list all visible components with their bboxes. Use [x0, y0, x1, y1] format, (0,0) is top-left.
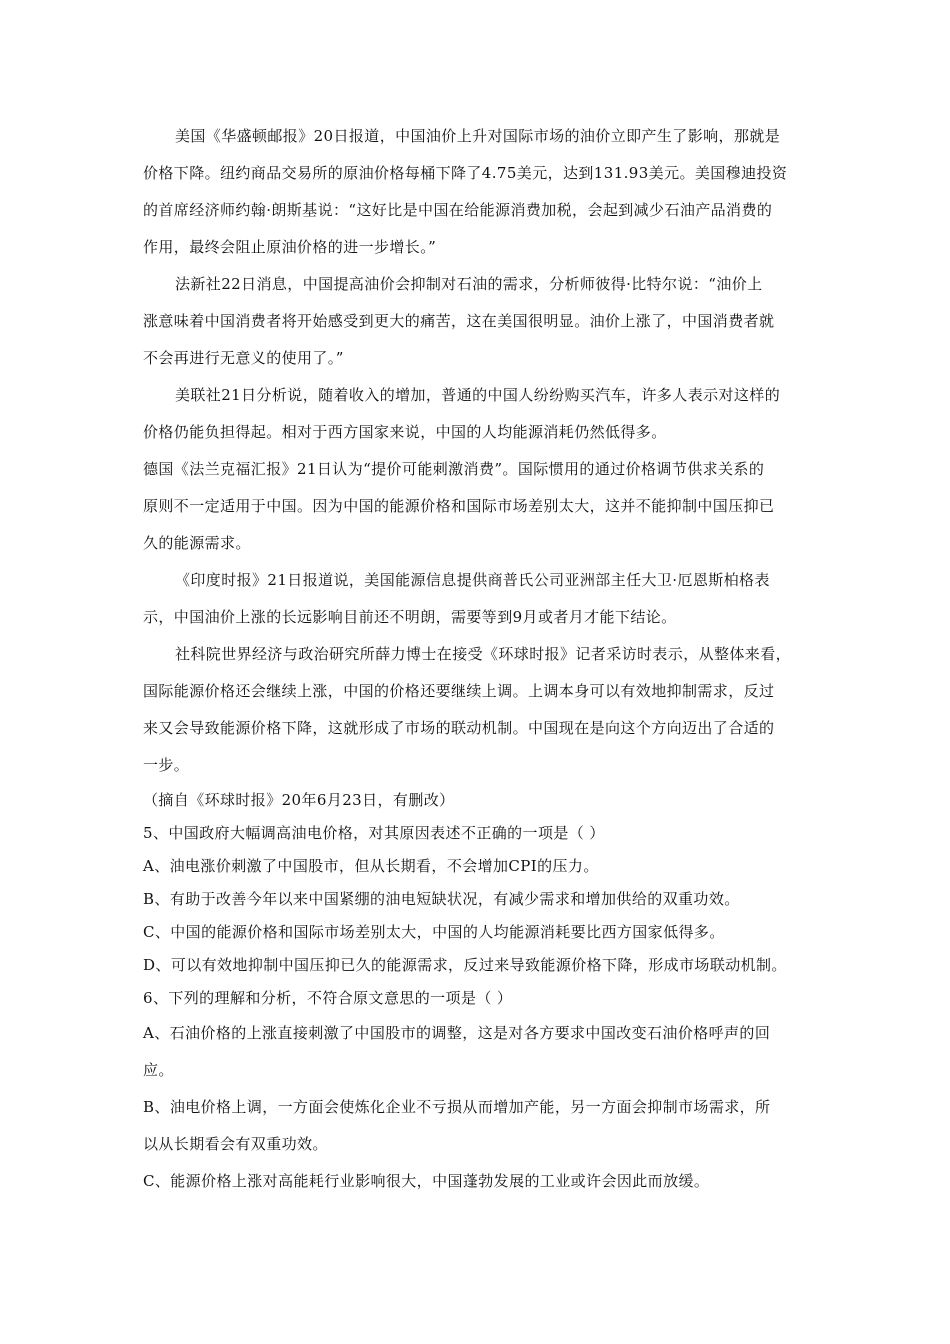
question-stem: 6、下列的理解和分析，不符合原文意思的一项是（ ） [143, 989, 513, 1007]
text-line: 美国《华盛顿邮报》20日报道，中国油价上升对国际市场的油价立即产生了影响，那就是 [175, 127, 781, 145]
text-line: 的首席经济师约翰·朗斯基说：“这好比是中国在给能源消费加税，会起到减少石油产品消费的 [143, 201, 773, 219]
text-line: 价格下降。纽约商品交易所的原油价格每桶下降了4.75美元，达到131.93美元。美国穆迪投资 [143, 164, 788, 182]
option-a: A、石油价格的上涨直接刺激了中国股市的调整，这是对各方要求中国改变石油价格呼声的回 [143, 1024, 771, 1042]
paragraph-times-of-india [143, 562, 811, 636]
option-d: D、可以有效地抑制中国压抑已久的能源需求，反过来导致能源价格下降，形成市场联动机制。 [143, 956, 787, 974]
paragraph-washington-post [143, 118, 811, 266]
paragraph-faz [143, 451, 811, 562]
text-line: 久的能源需求。 [143, 534, 251, 552]
option-b: B、有助于改善今年以来中国紧绷的油电短缺状况，有减少需求和增加供给的双重功效。 [143, 890, 740, 908]
option-c: C、能源价格上涨对高能耗行业影响很大，中国蓬勃发展的工业或许会因此而放缓。 [143, 1172, 710, 1190]
paragraph-xue-li [143, 636, 811, 784]
document-page [143, 118, 811, 1200]
text-line: 涨意味着中国消费者将开始感受到更大的痛苦，这在美国很明显。油价上涨了，中国消费者就 [143, 312, 775, 330]
text-line: 示，中国油价上涨的长远影响目前还不明朗，需要等到9月或者月才能下结论。 [143, 608, 677, 626]
option-b: B、油电价格上调，一方面会使炼化企业不亏损从而增加产能，另一方面会抑制市场需求，所 [143, 1098, 771, 1116]
text-line: 法新社22日消息，中国提高油价会抑制对石油的需求，分析师彼得·比特尔说：“油价上 [175, 275, 763, 293]
text-line: 一步。 [143, 756, 190, 774]
text-line: 价格仍能负担得起。相对于西方国家来说，中国的人均能源消耗仍然低得多。 [143, 423, 667, 441]
article-source: （摘自《环球时报》20年6月23日，有删改） [143, 791, 455, 809]
question-stem: 5、中国政府大幅调高油电价格，对其原因表述不正确的一项是（ ） [143, 824, 605, 842]
option-c: C、中国的能源价格和国际市场差别太大，中国的人均能源消耗要比西方国家低得多。 [143, 923, 725, 941]
option-b-continued: 以从长期看会有双重功效。 [143, 1135, 328, 1153]
option-a: A、油电涨价刺激了中国股市，但从长期看，不会增加CPI的压力。 [143, 857, 599, 875]
text-line: 社科院世界经济与政治研究所薛力博士在接受《环球时报》记者采访时表示，从整体来看， [175, 645, 792, 663]
paragraph-afp [143, 266, 811, 377]
paragraph-ap [143, 377, 811, 451]
text-line: 原则不一定适用于中国。因为中国的能源价格和国际市场差别太大，这并不能抑制中国压抑已 [143, 497, 775, 515]
text-line: 不会再进行无意义的使用了。” [143, 349, 344, 367]
option-a-continued: 应。 [143, 1061, 174, 1079]
text-line: 德国《法兰克福汇报》21日认为“提价可能刺激消费”。国际惯用的通过价格调节供求关系的 [143, 460, 765, 478]
question-5 [143, 817, 811, 982]
text-line: 《印度时报》21日报道说，美国能源信息提供商普氏公司亚洲部主任大卫·厄恩斯柏格表 [175, 571, 770, 589]
text-line: 作用，最终会阻止原油价格的进一步增长。” [143, 238, 437, 256]
text-line: 来又会导致能源价格下降，这就形成了市场的联动机制。中国现在是向这个方向迈出了合适的 [143, 719, 775, 737]
text-line: 美联社21日分析说，随着收入的增加，普通的中国人纷纷购买汽车，许多人表示对这样的 [175, 386, 781, 404]
text-line: 国际能源价格还会继续上涨，中国的价格还要继续上调。上调本身可以有效地抑制需求，反过 [143, 682, 775, 700]
question-6 [143, 982, 811, 1200]
